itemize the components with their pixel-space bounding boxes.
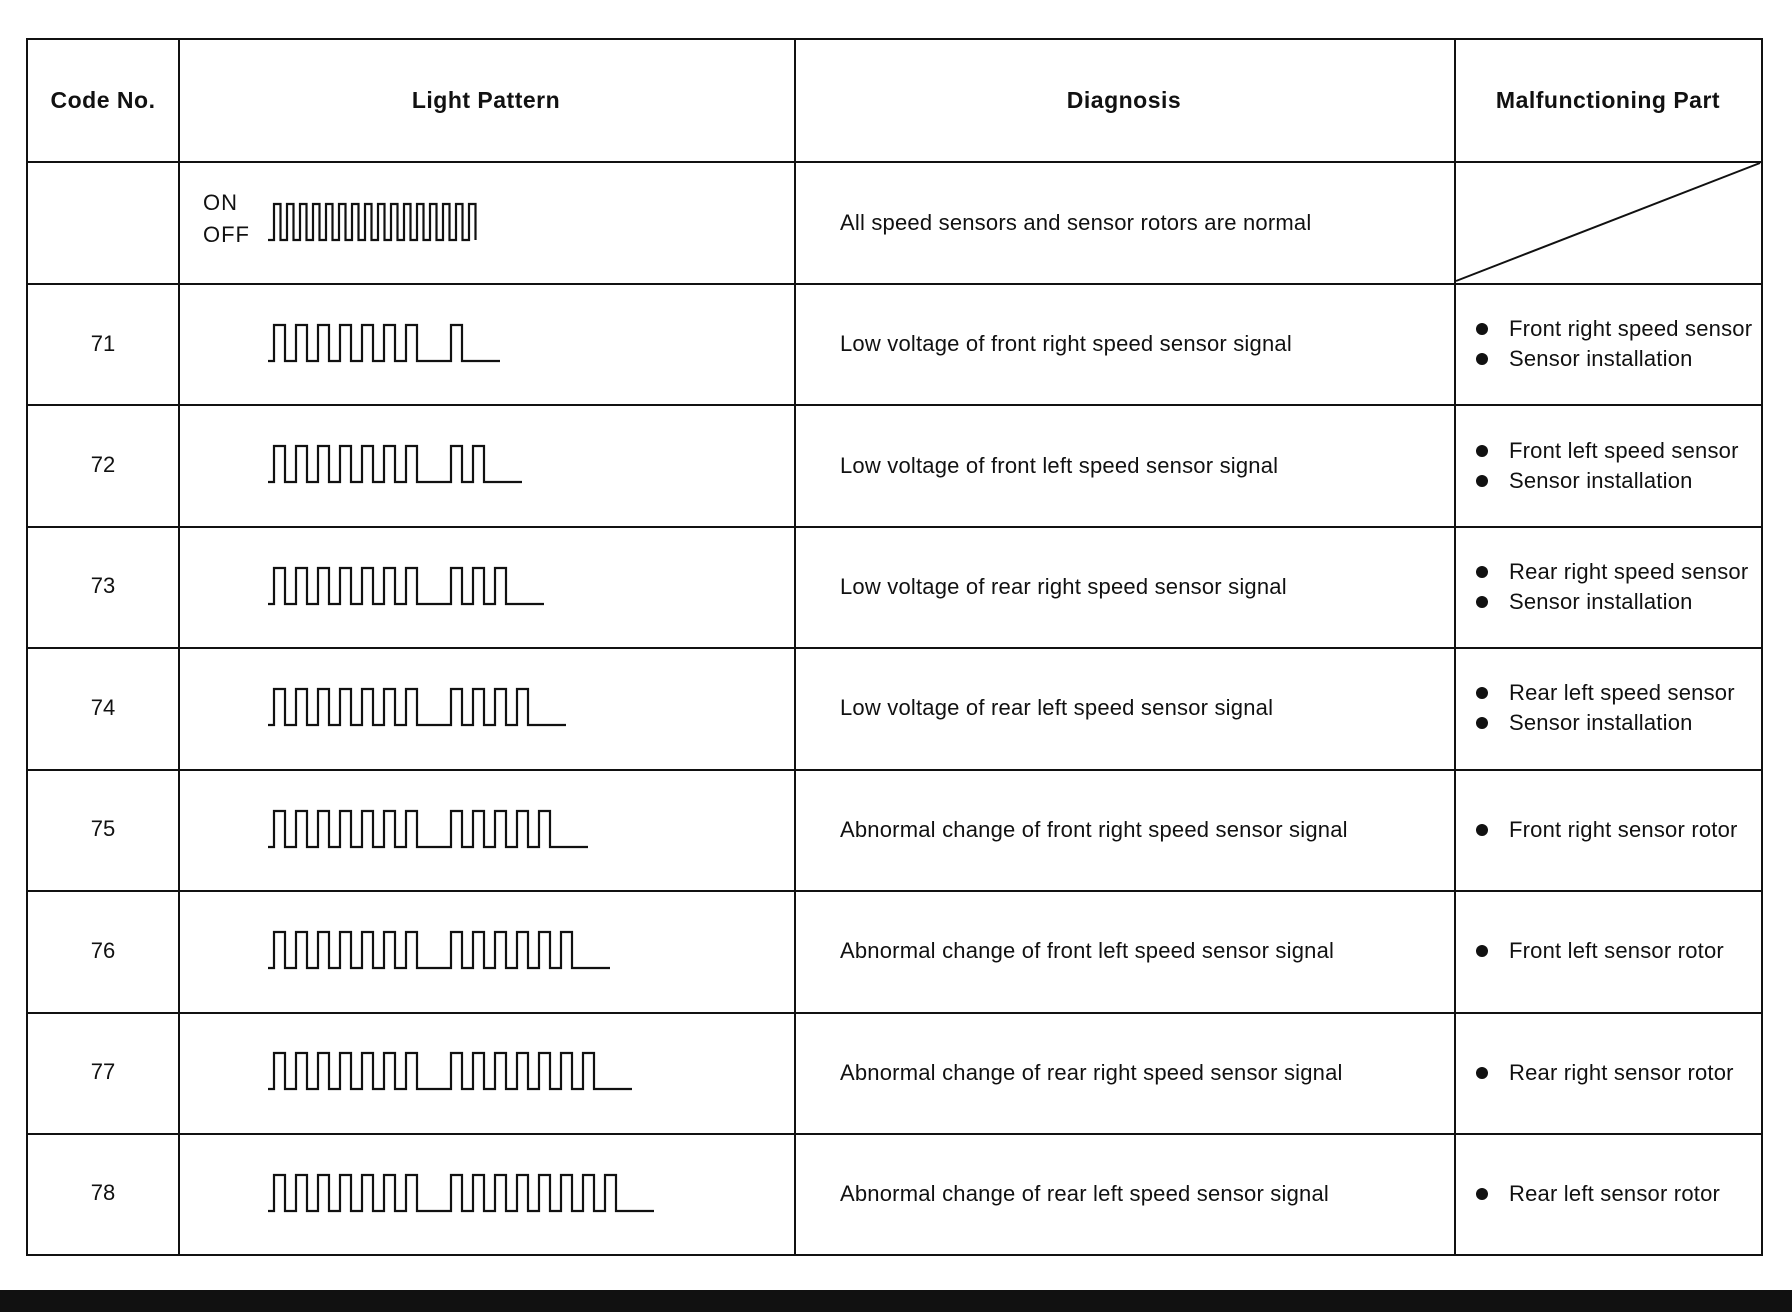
part-list-item (1476, 1180, 1720, 1207)
bullet-icon (1476, 945, 1488, 957)
code-number: 75 (90, 816, 116, 842)
part-list-item (1476, 709, 1735, 736)
part-list (1476, 555, 1748, 618)
malfunctioning-part (1454, 890, 1762, 1011)
part-list (1476, 434, 1739, 497)
part-label: Rear right sensor rotor (1509, 1059, 1734, 1085)
bullet-icon (1476, 566, 1488, 578)
diagnosis-text: Abnormal change of front right speed sensor signal (840, 816, 1348, 842)
code-number: 76 (90, 937, 116, 963)
pulse-waveform (268, 325, 500, 361)
diagnosis-text: Low voltage of front right speed sensor signal (840, 331, 1292, 357)
part-list-item (1476, 937, 1724, 964)
part-list-item (1476, 816, 1738, 843)
light-pattern (268, 683, 788, 733)
part-label: Front right speed sensor (1509, 316, 1753, 342)
part-label: Sensor installation (1509, 467, 1693, 493)
part-list-item (1476, 467, 1739, 494)
header-light-pattern: Light Pattern (411, 87, 561, 113)
bullet-icon (1476, 323, 1488, 335)
part-list-item (1476, 588, 1748, 615)
on-off-labels (203, 187, 250, 251)
bullet-icon (1476, 824, 1488, 836)
part-list-item (1476, 679, 1735, 706)
malfunctioning-part (1454, 1011, 1762, 1132)
diagnosis-text: Low voltage of rear right speed sensor signal (840, 573, 1287, 599)
code-number: 78 (90, 1180, 116, 1206)
diagnosis-text: Low voltage of rear left speed sensor signal (840, 695, 1274, 721)
light-pattern (268, 926, 788, 976)
part-list (1476, 1056, 1734, 1089)
pulse-waveform (268, 1053, 632, 1089)
part-label: Sensor installation (1509, 588, 1693, 614)
off-label: OFF (203, 222, 250, 247)
normal-light-pattern (268, 198, 508, 248)
malfunctioning-part (1454, 526, 1762, 647)
malfunctioning-part (1454, 647, 1762, 768)
part-label: Front right sensor rotor (1509, 816, 1738, 842)
malfunctioning-part (1454, 404, 1762, 525)
code-number: 77 (90, 1059, 116, 1085)
bullet-icon (1476, 445, 1488, 457)
bullet-icon (1476, 596, 1488, 608)
malfunctioning-part (1454, 283, 1762, 404)
part-list-item (1476, 345, 1752, 372)
header-code: Code No. (50, 87, 156, 113)
page-bottom-border (0, 1290, 1792, 1312)
part-label: Rear right speed sensor (1509, 558, 1749, 584)
diagnosis-text: Abnormal change of rear right speed sensor signal (840, 1059, 1343, 1085)
normal-diagnosis: All speed sensors and sensor rotors are normal (840, 209, 1312, 235)
diagnosis-text: Low voltage of front left speed sensor signal (840, 452, 1279, 478)
light-pattern (268, 562, 788, 612)
code-number: 71 (90, 330, 116, 356)
part-list (1476, 813, 1738, 846)
diagnosis-text: Abnormal change of front left speed sensor signal (840, 938, 1335, 964)
light-pattern (268, 1169, 788, 1219)
bullet-icon (1476, 1188, 1488, 1200)
part-list (1476, 934, 1724, 967)
part-list-item (1476, 1059, 1734, 1086)
empty-cell-slash (1454, 161, 1762, 283)
light-pattern (268, 319, 788, 369)
pulse-waveform (268, 568, 544, 604)
bullet-icon (1476, 717, 1488, 729)
header-malfunctioning-part: Malfunctioning Part (1495, 87, 1721, 113)
part-label: Rear left sensor rotor (1509, 1180, 1721, 1206)
header-diagnosis: Diagnosis (1066, 87, 1182, 113)
pulse-waveform (268, 689, 566, 725)
pulse-waveform (268, 811, 588, 847)
bullet-icon (1476, 475, 1488, 487)
part-list-item (1476, 437, 1739, 464)
part-label: Front left sensor rotor (1509, 938, 1724, 964)
part-list-item (1476, 558, 1748, 585)
malfunctioning-part (1454, 769, 1762, 890)
pulse-waveform (268, 1175, 654, 1211)
pulse-waveform (268, 204, 476, 240)
pulse-waveform (268, 932, 610, 968)
diagnostic-code-table (26, 38, 1763, 1256)
part-list (1476, 312, 1752, 375)
part-list (1476, 1177, 1720, 1210)
bullet-icon (1476, 1067, 1488, 1079)
part-label: Front left speed sensor (1509, 437, 1739, 463)
part-label: Rear left speed sensor (1509, 680, 1735, 706)
diagnosis-text: Abnormal change of rear left speed sensor signal (840, 1180, 1329, 1206)
bullet-icon (1476, 687, 1488, 699)
part-list-item (1476, 315, 1752, 342)
code-number: 73 (90, 573, 116, 599)
malfunctioning-part (1454, 1133, 1762, 1254)
light-pattern (268, 440, 788, 490)
bullet-icon (1476, 353, 1488, 365)
part-list (1476, 676, 1735, 739)
code-number: 72 (90, 452, 116, 478)
light-pattern (268, 1047, 788, 1097)
light-pattern (268, 805, 788, 855)
code-number: 74 (90, 694, 116, 720)
on-label: ON (203, 190, 238, 215)
pulse-waveform (268, 446, 522, 482)
part-label: Sensor installation (1509, 346, 1693, 372)
part-label: Sensor installation (1509, 710, 1693, 736)
